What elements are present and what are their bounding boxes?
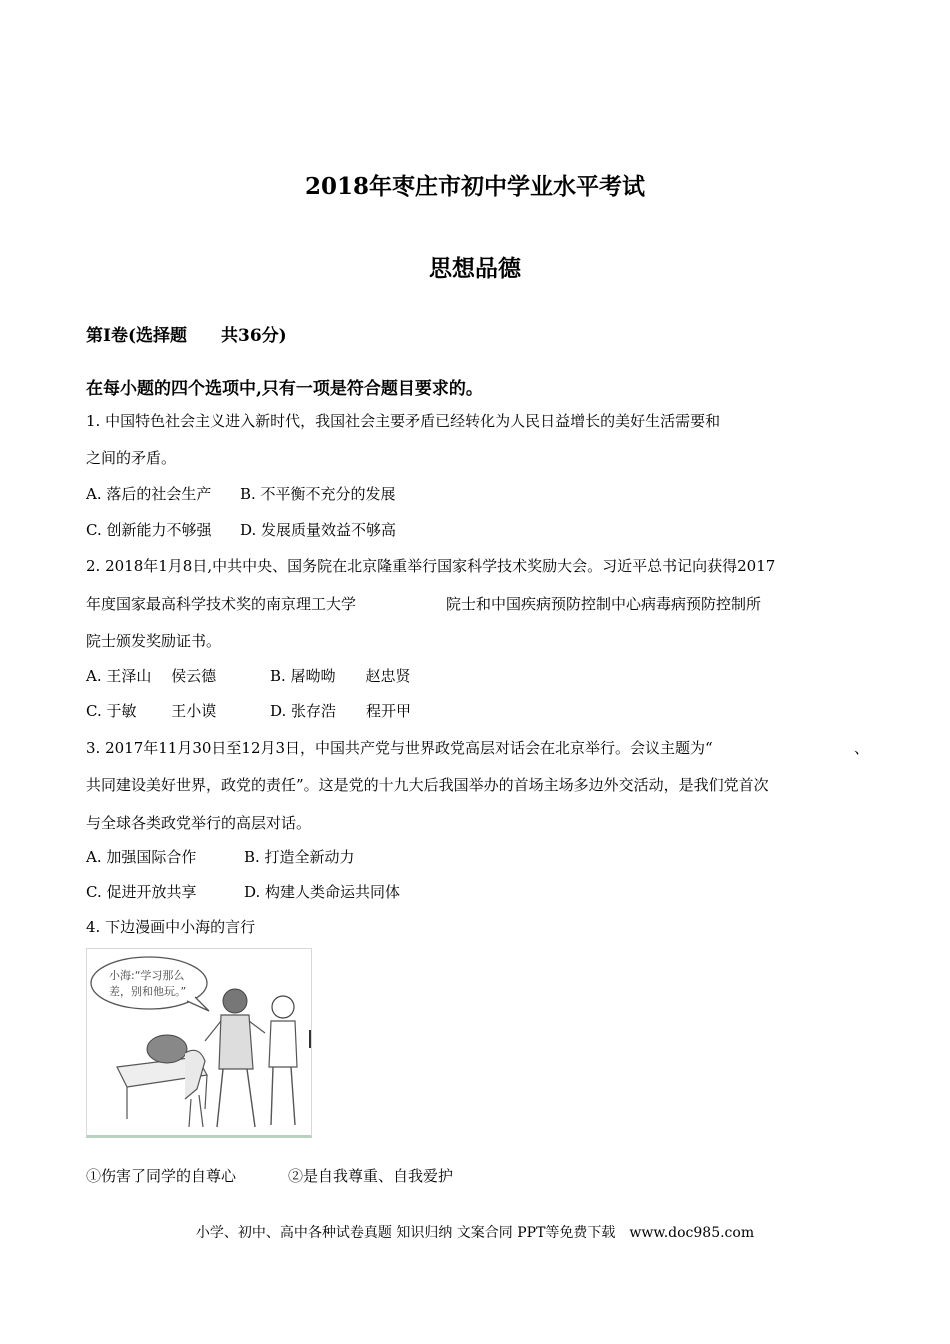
q1-option-c: C. 创新能力不够强 bbox=[86, 521, 212, 539]
q4-statement-2: ②是自我尊重、自我爱护 bbox=[288, 1167, 454, 1185]
q2-option-b: B. 屠呦呦 赵忠贤 bbox=[270, 667, 411, 685]
q3-stem-line2: 共同建设美好世界，政党的责任”。这是党的十九大后我国举办的首场主场多边外交活动，是我们党首次 bbox=[86, 776, 769, 794]
section-heading: 第Ⅰ卷(选择题 共36分) bbox=[86, 326, 287, 346]
q3-option-b: B. 打造全新动力 bbox=[244, 848, 355, 866]
q3-stem-line1a: 3. 2017年11月30日至12月3日，中国共产党与世界政党高层对话会在北京举行。会议主题为“ bbox=[86, 739, 713, 757]
q2-option-d: D. 张存浩 程开甲 bbox=[270, 702, 412, 720]
image-edge-mark bbox=[309, 1030, 311, 1048]
q3-stem-line1b: 、 bbox=[854, 739, 870, 757]
q3-option-c: C. 促进开放共享 bbox=[86, 883, 197, 901]
q4-statement-1: ①伤害了同学的自尊心 bbox=[86, 1167, 237, 1185]
q2-stem-line2b: 院士和中国疾病预防控制中心病毒病预防控制所 bbox=[446, 595, 762, 613]
exam-title: 2018年枣庄市初中学业水平考试 bbox=[304, 173, 645, 200]
q1-option-a: A. 落后的社会生产 bbox=[86, 485, 212, 503]
q1-option-b: B. 不平衡不充分的发展 bbox=[240, 485, 396, 503]
q2-stem-line1: 2. 2018年1月8日,中共中央、国务院在北京隆重举行国家科学技术奖励大会。习近平总书记向获得2017 bbox=[86, 557, 776, 575]
subject-title: 思想品德 bbox=[429, 255, 521, 282]
page-footer: 小学、初中、高中各种试卷真题 知识归纳 文案合同 PPT等免费下载 www.doc985.com bbox=[195, 1225, 755, 1241]
q1-stem-line1: 1. 中国特色社会主义进入新时代，我国社会主要矛盾已经转化为人民日益增长的美好生活需要和 bbox=[86, 412, 721, 430]
q1-option-d: D. 发展质量效益不够高 bbox=[240, 521, 397, 539]
cartoon-illustration bbox=[86, 948, 312, 1138]
cartoon-speech-line2: 差，别和他玩。” bbox=[109, 985, 187, 998]
instruction: 在每小题的四个选项中,只有一项是符合题目要求的。 bbox=[86, 379, 483, 399]
q3-stem-line3: 与全球各类政党举行的高层对话。 bbox=[86, 814, 312, 832]
q3-option-a: A. 加强国际合作 bbox=[86, 848, 197, 866]
q1-stem-line2: 之间的矛盾。 bbox=[86, 449, 177, 467]
q2-stem-line2a: 年度国家最高科学技术奖的南京理工大学 bbox=[86, 595, 357, 613]
q3-option-d: D. 构建人类命运共同体 bbox=[244, 883, 401, 901]
q2-option-a: A. 王泽山 侯云德 bbox=[86, 667, 217, 685]
cartoon-drawing bbox=[87, 949, 311, 1132]
q4-stem: 4. 下边漫画中小海的言行 bbox=[86, 918, 256, 936]
cartoon-speech-line1: 小海:“学习那么 bbox=[109, 969, 185, 982]
q2-stem-line3: 院士颁发奖励证书。 bbox=[86, 632, 222, 650]
q2-option-c: C. 于敏 王小谟 bbox=[86, 702, 217, 720]
